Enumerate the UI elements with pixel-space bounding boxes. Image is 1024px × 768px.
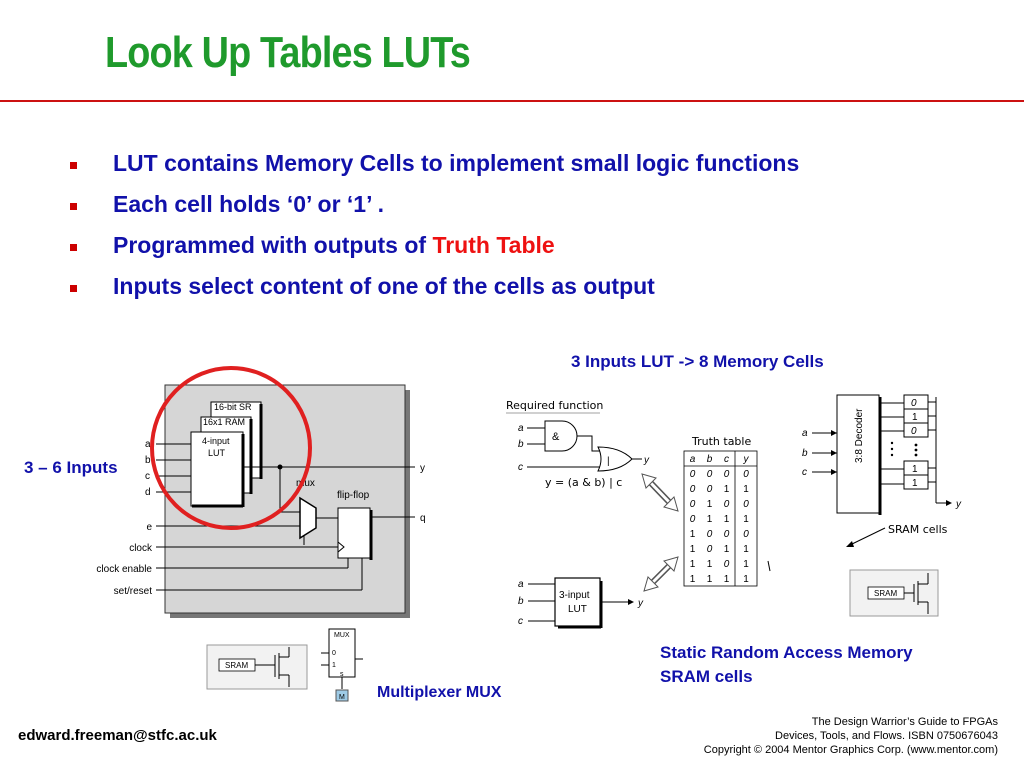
output-y: y bbox=[420, 463, 425, 474]
sram-label: SRAM bbox=[874, 589, 898, 598]
credit-line3: Copyright © 2004 Mentor Graphics Corp. (www.mentor.com) bbox=[703, 744, 998, 756]
stray-mark bbox=[768, 561, 770, 571]
truth-table-cell: 0 bbox=[743, 499, 749, 510]
or-gate bbox=[598, 447, 632, 471]
output-q: q bbox=[420, 513, 426, 524]
truth-table-cell: 0 bbox=[689, 499, 696, 510]
ellipsis-dot bbox=[915, 454, 918, 457]
lut-input-a: a bbox=[518, 579, 524, 590]
truth-table-cell: 0 bbox=[723, 499, 730, 510]
truth-table-cell: 0 bbox=[723, 469, 730, 480]
arrowhead-icon bbox=[846, 541, 854, 547]
truth-table-cell: 1 bbox=[743, 574, 749, 585]
input-b: b bbox=[145, 455, 151, 466]
required-function-title: Required function bbox=[506, 399, 604, 412]
truth-table-header: y bbox=[743, 454, 749, 465]
stack-label-lut1: 4-input bbox=[202, 436, 230, 446]
truth-table-cell: 1 bbox=[689, 544, 696, 555]
slide-title: Look Up Tables LUTs bbox=[105, 28, 470, 77]
truth-table-cell: 1 bbox=[723, 484, 730, 495]
truth-table-cell: 0 bbox=[706, 529, 713, 540]
truth-table-cell: 0 bbox=[743, 469, 749, 480]
port-e: e bbox=[146, 522, 152, 533]
bullet-item bbox=[70, 150, 1010, 191]
truth-table-title: Truth table bbox=[692, 435, 752, 448]
ellipsis-dot bbox=[891, 442, 893, 444]
double-arrow-icon bbox=[644, 557, 678, 591]
truth-table-cell: 1 bbox=[743, 559, 749, 570]
bullet-item bbox=[70, 232, 1010, 273]
cell-value: 0 bbox=[911, 426, 917, 437]
input-a: a bbox=[145, 439, 151, 450]
lut-input-c: c bbox=[518, 616, 523, 627]
truth-table-cell: 1 bbox=[689, 559, 696, 570]
arrowhead-icon bbox=[628, 599, 634, 605]
ellipsis-dot bbox=[915, 444, 918, 447]
stack-label-ram: 16x1 RAM bbox=[203, 417, 246, 427]
dec-output-y: y bbox=[956, 499, 961, 510]
rf-input-a: a bbox=[518, 423, 524, 434]
truth-table-cell: 1 bbox=[706, 499, 713, 510]
cell-value: 1 bbox=[912, 412, 918, 423]
bullet-text: Inputs select content of one of the cells as output bbox=[113, 273, 655, 299]
inputs-count-label: 3 – 6 Inputs bbox=[24, 458, 118, 477]
rf-input-c: c bbox=[518, 462, 523, 473]
port-clock-enable: clock enable bbox=[96, 564, 152, 575]
dec-input-c: c bbox=[802, 467, 807, 478]
bullet-item bbox=[70, 273, 1010, 314]
bullet-item bbox=[70, 191, 1010, 232]
truth-table-cell: 1 bbox=[723, 574, 730, 585]
sram-caption-line1: Static Random Access Memory bbox=[660, 643, 913, 662]
truth-table-cell: 0 bbox=[706, 484, 713, 495]
truth-table-header: b bbox=[706, 454, 713, 465]
ellipsis-dot bbox=[891, 454, 893, 456]
or-symbol: | bbox=[607, 456, 610, 467]
lut-concept-diagram bbox=[500, 385, 980, 640]
arrowhead-icon bbox=[831, 469, 837, 475]
port-clock: clock bbox=[129, 543, 152, 554]
and-gate bbox=[545, 421, 577, 451]
and-to-or-wire bbox=[577, 436, 600, 451]
lut-output-y: y bbox=[638, 598, 643, 609]
input-d: d bbox=[145, 487, 151, 498]
dec-input-a: a bbox=[802, 428, 808, 439]
sram-mux-diagram bbox=[205, 625, 365, 705]
lut-block-label2: LUT bbox=[568, 604, 587, 615]
flipflop-box bbox=[338, 508, 370, 558]
source-credit bbox=[704, 715, 998, 757]
mux-caption: Multiplexer MUX bbox=[377, 684, 502, 701]
truth-table-header: a bbox=[689, 454, 696, 465]
lut-block-label1: 3-input bbox=[559, 590, 590, 601]
highlight-circle bbox=[148, 364, 318, 534]
input-c: c bbox=[145, 471, 150, 482]
dec-input-b: b bbox=[802, 448, 808, 459]
rf-input-b: b bbox=[518, 439, 524, 450]
red-circle bbox=[152, 368, 310, 528]
truth-table-cell: 1 bbox=[723, 544, 730, 555]
truth-table-cell: 0 bbox=[706, 469, 713, 480]
arrowhead-icon bbox=[946, 500, 952, 506]
truth-table-cell: 0 bbox=[723, 559, 730, 570]
truth-table-cell: 1 bbox=[706, 574, 713, 585]
rf-output-y: y bbox=[644, 455, 649, 466]
bullet-text: LUT contains Memory Cells to implement small logic functions bbox=[113, 150, 800, 176]
truth-table-cell: 1 bbox=[706, 514, 713, 525]
cell-value: 1 bbox=[912, 478, 918, 489]
cell-value: 0 bbox=[911, 398, 917, 409]
stack-label-lut2: LUT bbox=[208, 448, 226, 458]
lut-caption: 3 Inputs LUT -> 8 Memory Cells bbox=[571, 352, 824, 371]
truth-table-cell: 0 bbox=[706, 544, 713, 555]
port-set-reset: set/reset bbox=[113, 586, 152, 597]
sram-cells-pointer bbox=[850, 528, 885, 545]
bullet-marker-icon bbox=[70, 244, 77, 251]
truth-table-highlight: Truth Table bbox=[432, 232, 555, 258]
bullet-text bbox=[113, 232, 555, 259]
author-email: edward.freeman@stfc.ac.uk bbox=[18, 727, 217, 744]
mux-small-sel: s bbox=[340, 671, 344, 678]
mux-label: mux bbox=[296, 478, 315, 489]
title-divider bbox=[0, 100, 1024, 102]
lut-input-b: b bbox=[518, 596, 524, 607]
bullet-list bbox=[70, 150, 1010, 314]
mux-small-title: MUX bbox=[334, 632, 350, 639]
truth-table-cell: 1 bbox=[743, 484, 749, 495]
truth-table-header: c bbox=[724, 454, 729, 465]
mux-small-in1: 1 bbox=[332, 662, 336, 669]
truth-table-cell: 0 bbox=[689, 469, 696, 480]
bullet-marker-icon bbox=[70, 162, 77, 169]
cell-value: 1 bbox=[912, 464, 918, 475]
truth-table-cell: 0 bbox=[689, 484, 696, 495]
bullet-text: Each cell holds ‘0’ or ‘1’ . bbox=[113, 191, 385, 217]
bullet-marker-icon bbox=[70, 285, 77, 292]
truth-table-cell: 1 bbox=[689, 529, 696, 540]
ellipsis-dot bbox=[915, 449, 918, 452]
truth-table bbox=[684, 451, 757, 586]
lut-block bbox=[555, 578, 600, 626]
flipflop-label: flip-flop bbox=[337, 490, 370, 501]
mux-small-in0: 0 bbox=[332, 650, 336, 657]
double-arrow-icon bbox=[642, 474, 678, 511]
credit-line1: The Design Warrior’s Guide to FPGAs bbox=[811, 716, 998, 728]
truth-table-cell: 1 bbox=[689, 574, 696, 585]
bullet-text-main: Programmed with outputs of bbox=[113, 232, 433, 258]
mux-small-cell-label: M bbox=[339, 694, 345, 701]
truth-table-cell: 1 bbox=[706, 559, 713, 570]
truth-table-cell: 0 bbox=[743, 529, 749, 540]
ellipsis-dot bbox=[891, 448, 893, 450]
sram-label: SRAM bbox=[225, 661, 249, 670]
truth-table-cell: 1 bbox=[723, 514, 730, 525]
bullet-marker-icon bbox=[70, 203, 77, 210]
truth-table-cell: 0 bbox=[689, 514, 696, 525]
sram-caption-line2: SRAM cells bbox=[660, 667, 753, 686]
arrowhead-icon bbox=[831, 450, 837, 456]
stack-label-sr: 16-bit SR bbox=[214, 402, 252, 412]
arrowhead-icon bbox=[831, 430, 837, 436]
sram-cells-label: SRAM cells bbox=[888, 523, 948, 536]
truth-table-cell: 1 bbox=[743, 514, 749, 525]
credit-line2: Devices, Tools, and Flows. ISBN 0750676043 bbox=[775, 730, 998, 742]
truth-table-cell: 1 bbox=[743, 544, 749, 555]
decoder-title: 3:8 Decoder bbox=[854, 408, 865, 463]
truth-table-cell: 0 bbox=[723, 529, 730, 540]
rf-equation: y = (a & b) | c bbox=[545, 476, 623, 489]
and-symbol: & bbox=[552, 431, 560, 443]
